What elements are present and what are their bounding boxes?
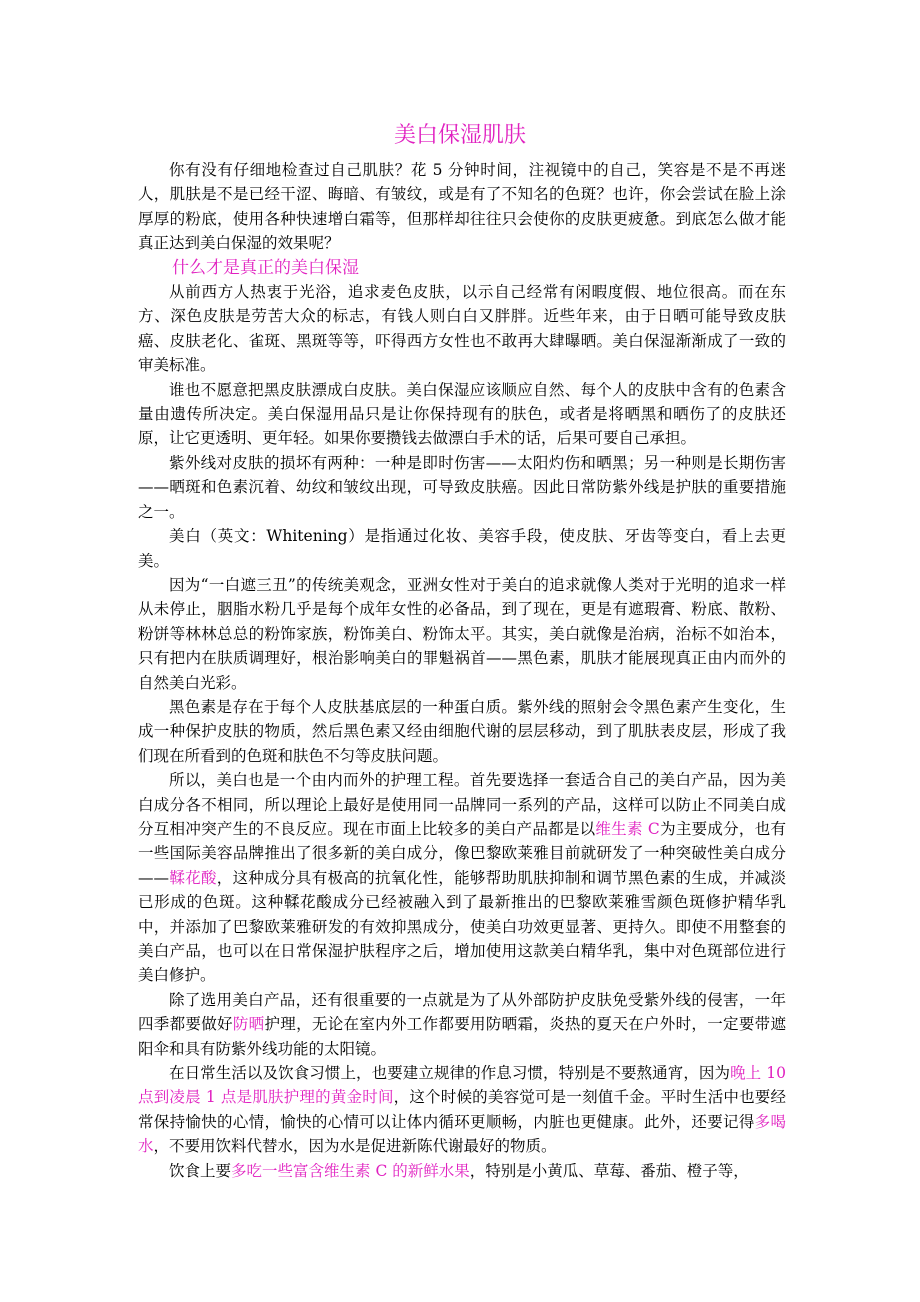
- paragraph-9-text: 在日常生活以及饮食习惯上，也要建立规律的作息习惯，特别是不要熬通宵，因为: [169, 1064, 731, 1083]
- highlight-drink-water: 多喝水: [138, 1112, 786, 1156]
- paragraph-9: [138, 1061, 786, 1159]
- paragraph-10: [138, 1159, 786, 1183]
- paragraph-8-text: 除了选用美白产品，还有很重要的一点就是为了从外部防护皮肤免受紫外线的侵害，一年四季都要做好: [138, 990, 786, 1034]
- highlight-sunscreen: 防晒: [232, 1015, 265, 1034]
- highlight-fruits: 多吃一些富含维生素 C 的新鲜水果: [231, 1161, 470, 1180]
- highlight-vitamin-c: 维生素 C: [595, 819, 660, 838]
- document-title: 美白保湿肌肤: [393, 123, 526, 148]
- paragraph-7-text: 为主要成分，也有一些国际美容品牌推出了很多新的美白成分，像巴黎欧莱雅目前就研发了一种突破性美白成分——: [138, 819, 786, 887]
- paragraph-8: [138, 988, 786, 1061]
- highlight-golden-time: 晚上 10 点到凌晨 1 点是肌肤护理的黄金时间: [138, 1064, 786, 1107]
- paragraph-8-text: 护理，无论在室内外工作都要用防晒霜，炎热的夏天在户外时，一定要带遮阳伞和具有防紫外线功能的太阳镜。: [138, 1015, 786, 1058]
- paragraph-6: 黑色素是存在于每个人皮肤基底层的一种蛋白质。紫外线的照射会令黑色素产生变化，生成一种保护皮肤的物质，然后黑色素又经由细胞代谢的层层移动，到了肌肤表皮层，形成了我们现在所看到的色斑和肤色不匀等皮肤问题。: [138, 697, 786, 765]
- paragraph-7-text: 所以，美白也是一个由内而外的护理工程。首先要选择一套适合自己的美白产品，因为美白成分各不相同，所以理论上最好是使用同一品牌同一系列的产品，这样可以防止不同美白成分互相冲突产生的不良反应。现在市面上比较多的美白产品都是以: [138, 771, 786, 838]
- paragraph-10-text: 饮食上要: [169, 1161, 232, 1180]
- paragraph-3: 紫外线对皮肤的损坏有两种：一种是即时伤害——太阳灼伤和晒黑；另一种则是长期伤害——晒斑和色素沉着、幼纹和皱纹出现，可导致皮肤癌。因此日常防紫外线是护肤的重要措施之一。: [138, 453, 786, 521]
- paragraph-7: [138, 768, 786, 988]
- paragraph-9-text: ，这个时候的美容觉可是一刻值千金。平时生活中也要经常保持愉快的心情，愉快的心情可以让体内循环更顺畅，内脏也更健康。此外，还要记得: [138, 1088, 786, 1131]
- paragraph-1: 从前西方人热衷于光浴，追求麦色皮肤，以示自己经常有闲暇度假、地位很高。而在东方、深色皮肤是劳苦大众的标志，有钱人则白白又胖胖。近些年来，由于日晒可能导致皮肤癌、皮肤老化、雀斑、黑斑等等，吓得西方女性也不敢再大肆曝晒。美白保湿渐渐成了一致的审美标准。: [138, 283, 786, 375]
- paragraph-7-text: ，这种成分具有极高的抗氧化性，能够帮助肌肤抑制和调节黑色素的生成，并减淡已形成的色斑。这种鞣花酸成分已经被融入到了最新推出的巴黎欧莱雅雪颜色斑修护精华乳中，并添加了巴黎欧莱雅研发的有效抑黑成分，使美白功效更显著、更持久。即使不用整套的美白产品，也可以在日常保湿护肤程序之后，增加使用这款美白精华乳，集中对色斑部位进行美白修护。: [138, 868, 786, 985]
- paragraph-5: 因为“一白遮三丑”的传统美观念，亚洲女性对于美白的追求就像人类对于光明的追求一样从未停止，胭脂水粉几乎是每个成年女性的必备品，到了现在，更是有遮瑕膏、粉底、散粉、粉饼等林林总总的粉饰家族，粉饰美白、粉饰太平。其实，美白就像是治病，治标不如治本，只有把内在肤质调理好，根治影响美白的罪魁祸首——黑色素，肌肤才能展现真正由内而外的自然美白光彩。: [138, 575, 786, 692]
- paragraph-4: 美白（英文：Whitening）是指通过化妆、美容手段，使皮肤、牙齿等变白，看上去更美。: [138, 527, 786, 570]
- paragraph-10-text: ，特别是小黄瓜、草莓、番茄、橙子等，: [469, 1161, 749, 1180]
- paragraph-2: 谁也不愿意把黑皮肤漂成白皮肤。美白保湿应该顺应自然、每个人的皮肤中含有的色素含量由遗传所决定。美白保湿用品只是让你保持现有的肤色，或者是将晒黑和晒伤了的皮肤还原，让它更透明、更年轻。如果你要攒钱去做漂白手术的话，后果可要自己承担。: [138, 380, 786, 448]
- highlight-ellagic-acid: 鞣花酸: [169, 868, 217, 887]
- intro-paragraph: 你有没有仔细地检查过自己肌肤？花 5 分钟时间，注视镜中的自己，笑容是不是不再迷人，肌肤是不是已经干涩、晦暗、有皱纹，或是有了不知名的色斑？也许，你会尝试在脸上涂厚厚的粉底，使用各种快速增白霜等，但那样却往往只会使你的皮肤更疲惫。到底怎么做才能真正达到美白保湿的效果呢？: [138, 161, 786, 253]
- section-heading: 什么才是真正的美白保湿: [172, 257, 359, 278]
- document-body: [138, 158, 786, 1183]
- paragraph-9-text: ，不要用饮料代替水，因为水是促进新陈代谢最好的物质。: [153, 1137, 557, 1156]
